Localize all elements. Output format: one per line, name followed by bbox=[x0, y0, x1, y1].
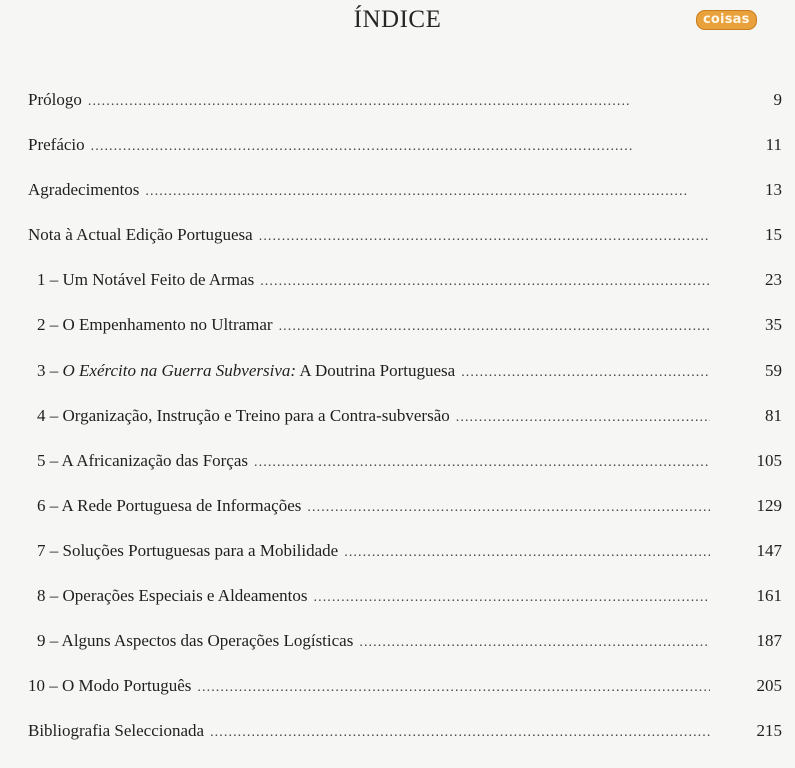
toc-entry-agradecimentos bbox=[28, 172, 782, 217]
toc-entry-chapter-2 bbox=[28, 307, 782, 352]
dot-leader bbox=[259, 219, 710, 255]
toc-entry-label: 8 – Operações Especiais e Aldeamentos bbox=[37, 586, 308, 606]
toc-entry-label: Prefácio bbox=[28, 135, 85, 155]
dot-leader bbox=[456, 400, 710, 436]
toc-entry-page: 205 bbox=[756, 676, 782, 696]
toc-entry-label: 9 – Alguns Aspectos das Operações Logísticas bbox=[37, 631, 354, 651]
toc-entry-label: 4 – Organização, Instrução e Treino para a Contra-subversão bbox=[37, 405, 450, 425]
toc-entry-page: 129 bbox=[756, 495, 782, 515]
toc-entry-label: Agradecimentos bbox=[28, 180, 140, 200]
toc-entry-page: 187 bbox=[756, 631, 782, 651]
toc-entry-page: 11 bbox=[765, 135, 782, 155]
table-of-contents bbox=[28, 82, 782, 758]
toc-entry-bibliografia bbox=[28, 713, 782, 758]
toc-entry-label: 5 – A Africanização das Forças bbox=[37, 450, 249, 470]
toc-entry-prefacio bbox=[28, 127, 782, 172]
toc-entry-label: Prólogo bbox=[28, 90, 82, 109]
toc-entry-label: 6 – A Rede Portuguesa de Informações bbox=[37, 495, 302, 515]
toc-entry-chapter-8 bbox=[28, 578, 782, 623]
toc-entry-page: 59 bbox=[765, 360, 782, 380]
dot-leader bbox=[210, 715, 710, 751]
toc-entry-prologo bbox=[28, 82, 782, 127]
toc-entry-label: 7 – Soluções Portuguesas para a Mobilidade bbox=[37, 540, 339, 560]
dot-leader bbox=[279, 309, 710, 345]
toc-entry-chapter-7 bbox=[28, 533, 782, 578]
toc-entry-page: 161 bbox=[756, 586, 782, 606]
toc-entry-label-prefix: 3 – bbox=[37, 360, 63, 380]
dot-leader bbox=[461, 355, 710, 391]
dot-leader bbox=[145, 174, 710, 210]
coisas-watermark-logo: coisas bbox=[696, 10, 757, 30]
toc-entry-chapter-6 bbox=[28, 488, 782, 533]
toc-entry-chapter-1 bbox=[28, 262, 782, 307]
dot-leader bbox=[88, 84, 710, 120]
toc-entry-page: 147 bbox=[756, 540, 782, 560]
toc-entry-page: 35 bbox=[765, 315, 782, 335]
toc-entry-page: 15 bbox=[765, 225, 782, 245]
toc-entry-label bbox=[28, 353, 461, 389]
dot-leader bbox=[314, 580, 711, 616]
toc-entry-label: 10 – O Modo Português bbox=[28, 676, 192, 696]
dot-leader bbox=[91, 129, 710, 165]
toc-entry-page: 23 bbox=[765, 270, 782, 290]
toc-entry-chapter-5 bbox=[28, 443, 782, 488]
toc-entry-label: Nota à Actual Edição Portuguesa bbox=[28, 225, 253, 245]
toc-entry-label-suffix: A Doutrina Portuguesa bbox=[296, 360, 456, 380]
dot-leader bbox=[260, 264, 710, 300]
toc-entry-chapter-3 bbox=[28, 353, 782, 398]
toc-entry-page: 215 bbox=[756, 721, 782, 741]
toc-entry-label-italic: O Exército na Guerra Subversiva: bbox=[62, 360, 297, 380]
toc-entry-label: Bibliografia Seleccionada bbox=[28, 721, 205, 741]
toc-entry-page: 105 bbox=[756, 450, 782, 470]
toc-entry-page: 13 bbox=[765, 180, 782, 200]
toc-entry-chapter-9 bbox=[28, 623, 782, 668]
toc-entry-page: 81 bbox=[765, 405, 782, 425]
dot-leader bbox=[359, 625, 710, 661]
toc-entry-label: 1 – Um Notável Feito de Armas bbox=[37, 270, 255, 290]
dot-leader bbox=[307, 490, 710, 526]
toc-entry-nota bbox=[28, 217, 782, 262]
toc-entry-label: 2 – O Empenhamento no Ultramar bbox=[37, 315, 273, 335]
toc-entry-chapter-4 bbox=[28, 398, 782, 443]
dot-leader bbox=[254, 445, 710, 481]
toc-entry-page: 9 bbox=[773, 90, 782, 109]
toc-entry-chapter-10 bbox=[28, 668, 782, 713]
page-title: ÍNDICE bbox=[353, 6, 442, 33]
dot-leader bbox=[344, 535, 710, 571]
dot-leader bbox=[197, 670, 710, 706]
